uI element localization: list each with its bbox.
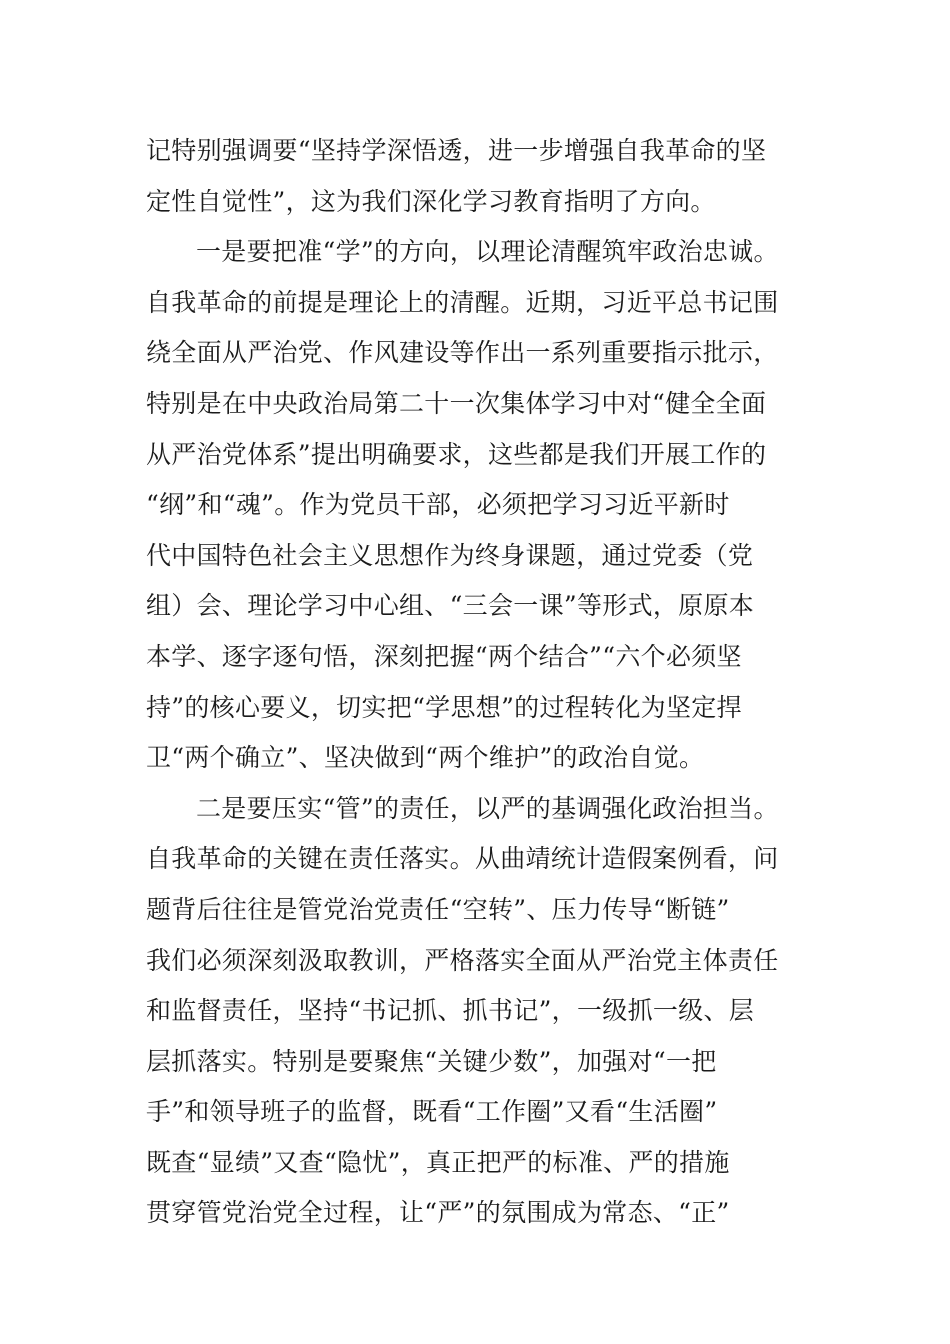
text-line: 贯穿管党治党全过程，让“严”的氛围成为常态、“正” xyxy=(146,1198,730,1228)
text-line: 既查“显绩”又查“隐忧”，真正把严的标准、严的措施 xyxy=(146,1147,730,1177)
text-line: 持”的核心要义，切实把“学思想”的过程转化为坚定捍 xyxy=(146,692,742,722)
paragraph-start-line: 二是要压实“管”的责任，以严的基调强化政治担当。 xyxy=(196,793,779,823)
text-line: 手”和领导班子的监督，既看“工作圈”又看“生活圈” xyxy=(146,1097,718,1127)
text-line: 本学、逐字逐句悟，深刻把握“两个结合”“六个必须坚 xyxy=(146,641,742,671)
text-line: 卫“两个确立”、坚决做到“两个维护”的政治自觉。 xyxy=(146,743,705,773)
text-line: 自我革命的前提是理论上的清醒。近期，习近平总书记围 xyxy=(146,287,779,317)
text-line: 和监督责任，坚持“书记抓、抓书记”，一级抓一级、层 xyxy=(146,996,755,1026)
text-line: 层抓落实。特别是要聚焦“关键少数”，加强对“一把 xyxy=(146,1046,717,1076)
text-line: 定性自觉性”，这为我们深化学习教育指明了方向。 xyxy=(146,186,716,216)
text-line: 从严治党体系”提出明确要求，这些都是我们开展工作的 xyxy=(146,439,767,469)
text-line: “纲”和“魂”。作为党员干部，必须把学习习近平新时 xyxy=(146,490,730,520)
text-line: 代中国特色社会主义思想作为终身课题，通过党委（党 xyxy=(146,540,754,570)
text-line: 组）会、理论学习中心组、“三会一课”等形式，原原本 xyxy=(146,591,755,621)
text-line: 记特别强调要“坚持学深悟透，进一步增强自我革命的坚 xyxy=(146,136,767,165)
text-line: 绕全面从严治党、作风建设等作出一系列重要指示批示， xyxy=(146,338,779,368)
body-text xyxy=(146,126,836,1239)
text-line: 自我革命的关键在责任落实。从曲靖统计造假案例看，问 xyxy=(146,844,779,874)
paragraph-start-line: 一是要把准“学”的方向，以理论清醒筑牢政治忠诚。 xyxy=(196,237,779,267)
text-line: 特别是在中央政治局第二十一次集体学习中对“健全全面 xyxy=(146,388,767,418)
text-line: 题背后往往是管党治党责任“空转”、压力传导“断链” xyxy=(146,894,730,924)
text-line: 我们必须深刻汲取教训，严格落实全面从严治党主体责任 xyxy=(146,945,779,975)
